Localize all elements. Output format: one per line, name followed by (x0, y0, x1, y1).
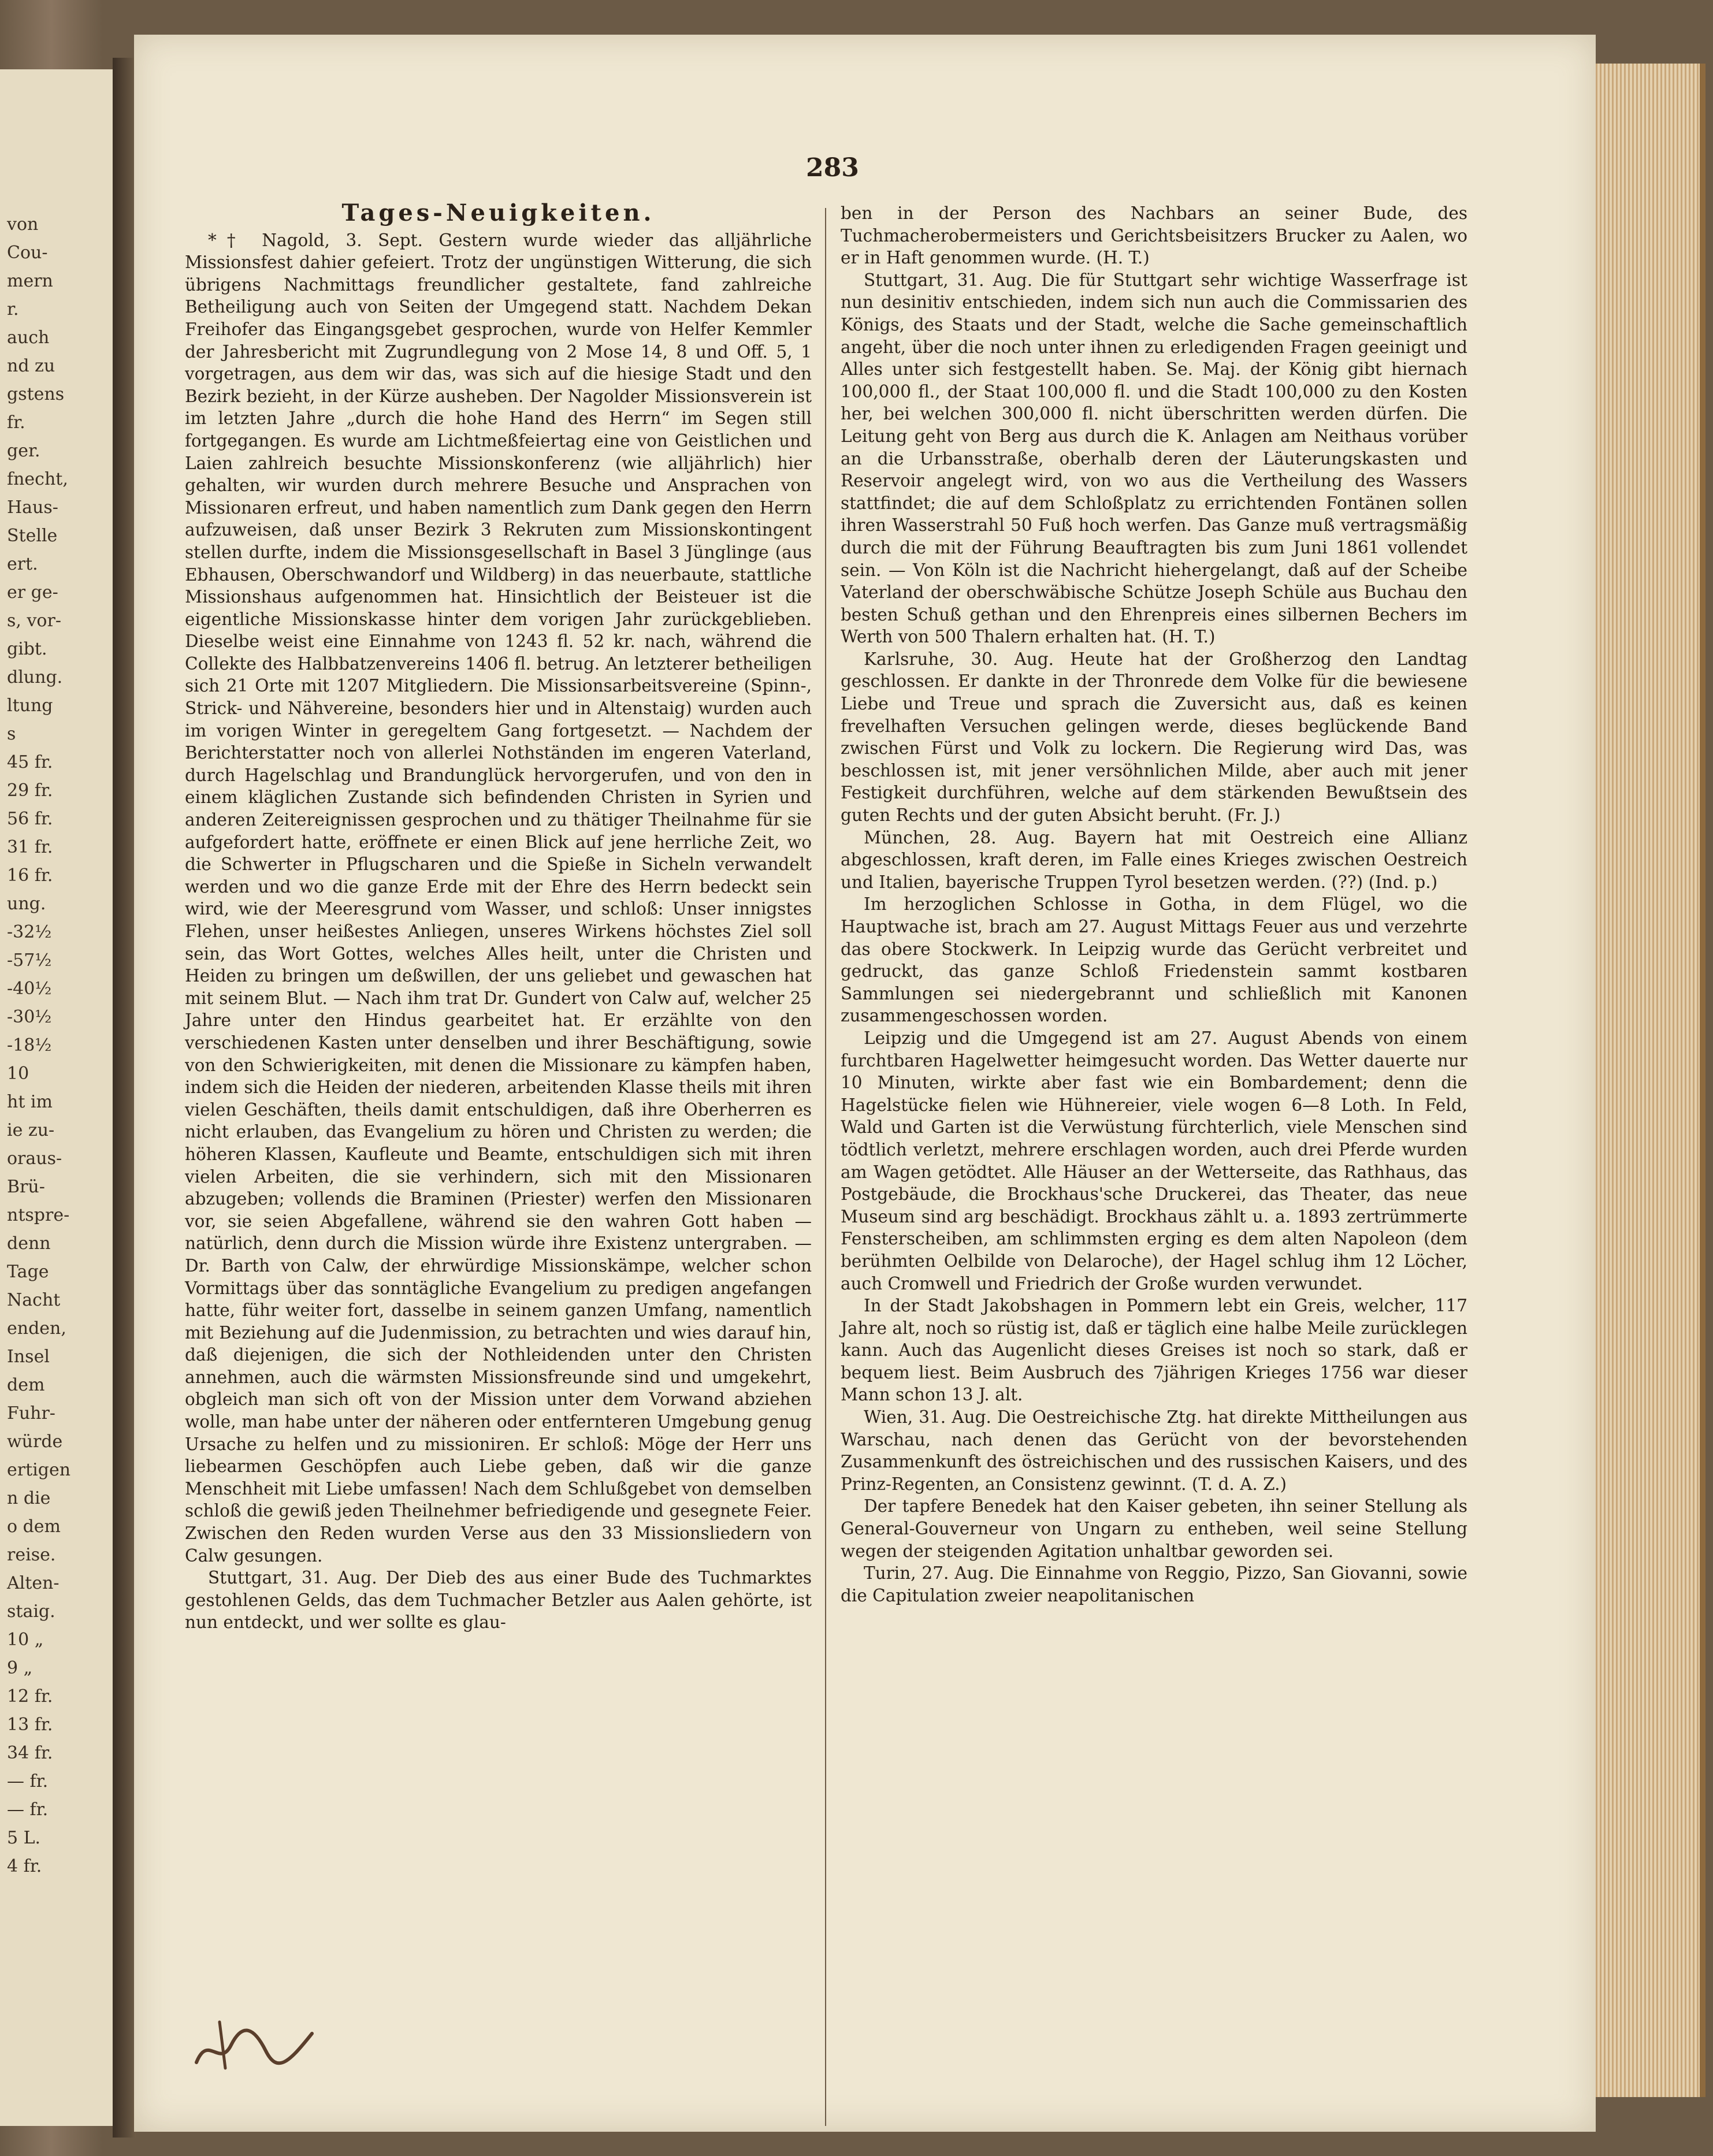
article-paragraph: Karlsruhe, 30. Aug. Heute hat der Großherzog den Landtag geschlossen. Er dankte in der Thronrede dem Volke für die bewiesene Liebe und Treue und sprach die Zuversicht aus, daß es keinen frevelhaften Versuchen gelingen werde, dieses beglückende Band zwischen Fürst und Volk zu lockern. Die Regierung wird Das, was beschlossen ist, mit jener versöhnlichen Milde, aber auch mit jener Festigkeit durchführen, welche auf dem stärkenden Bewußtsein des guten Rechts und der guten Absicht beruht. (Fr. J.) (841, 649, 1467, 826)
left-page-fragment: 9 „ (7, 1658, 33, 1678)
left-page-fragment: 31 fr. (7, 837, 53, 857)
left-page-fragment: gibt. (7, 639, 47, 659)
page-edges (1596, 64, 1705, 2097)
left-page-fragment: gstens (7, 384, 65, 404)
left-page-fragment: denn (7, 1233, 51, 1254)
left-page-fragment: -32½ (7, 922, 52, 942)
left-page-fragment: s (7, 724, 16, 744)
column-rule (825, 208, 826, 2126)
left-page-fragment: nd zu (7, 356, 55, 376)
left-page-fragment: ger. (7, 441, 40, 461)
left-page-fragment: 45 fr. (7, 752, 53, 772)
left-page-fragment: oraus- (7, 1148, 62, 1169)
article-paragraph: Stuttgart, 31. Aug. Der Dieb des aus einer Bude des Tuchmarktes gestohlenen Gelds, das dem Tuchmacher Betzler aus Aalen gehörte, ist nun entdeckt, und wer sollte es glau- (185, 1568, 812, 1633)
article-paragraph: Turin, 27. Aug. Die Einnahme von Reggio, Pizzo, San Giovanni, sowie die Capitulation zweier neapolitanischen (841, 1563, 1467, 1605)
left-page-edge (0, 69, 117, 2126)
left-page-fragment: 34 fr. (7, 1743, 53, 1763)
left-page-fragment: — fr. (7, 1771, 49, 1791)
section-heading: Tages-Neuigkeiten. (341, 199, 655, 226)
article-paragraph: Stuttgart, 31. Aug. Die für Stuttgart sehr wichtige Wasserfrage ist nun desinitiv entschieden, indem sich nun auch die Commissarien des Königs, des Staats und der Stadt, welche die Sache gemeinschaftlich angeht, über die noch unter ihnen zu erledigenden Fragen geeinigt und Alles unter sich festgestellt haben. Se. Maj. der König gibt hiernach 100,000 fl., der Staat 100,000 fl. und die Stadt 100,000 zu den Kosten her, bei welchen 300,000 fl. nicht überschritten werden dürfen. Die Leitung geht von Berg aus durch die K. Anlagen am Neithaus vorüber an die Urbansstraße, oberhalb deren der Läuterungskasten und Reservoir angelegt wird, von wo aus die Vertheilung des Wassers stattfindet; die auf dem Schloßplatz zu errichtenden Fontänen sollen ihren Wasserstrahl 50 Fuß hoch werfen. Das Ganze muß vertragsmäßig durch die mit der Führung Beauftragten bis zum Juni 1861 vollendet sein. — Von Köln ist die Nachricht hiehergelangt, daß auf der Scheibe Vaterland der oberschwäbische Schütze Joseph Schüle aus Buchau den besten Schuß gethan und den Ehrenpreis eines silbernen Bechers im Werth von 500 Thalern erhalten hat. (H. T.) (841, 270, 1467, 647)
left-page-fragment: würde (7, 1432, 63, 1452)
left-page-fragment: 16 fr. (7, 865, 53, 886)
column-right (841, 202, 1467, 1607)
left-page-fragment: ertigen (7, 1460, 71, 1480)
article-paragraph: *† Nagold, 3. Sept. Gestern wurde wieder das alljährliche Missionsfest dahier gefeiert. Trotz der ungünstigen Witterung, die sich übrigens Nachmittags freundlicher gestaltete, fand zahlreiche Betheiligung auch von Seiten der Umgegend statt. Nachdem Dekan Freihofer das Eingangsgebet gesprochen, wurde von Helfer Kemmler der Jahresbericht mit Zugrundlegung von 2 Mose 14, 8 und Off. 5, 1 vorgetragen, aus dem wir das, was sich auf die hiesige Stadt und den Bezirk bezieht, in der Kürze ausheben. Der Nagolder Missionsverein ist im letzten Jahre „durch die hohe Hand des Herrn“ im Segen still fortgegangen. Es wurde am Lichtmeßfeiertag eine von Geistlichen und Laien zahlreich besuchte Missionskonferenz (wie alljährlich) hier gehalten, wir wurden durch mehrere Besuche und Ansprachen von Missionaren erfreut, und haben namentlich zum Dank gegen den Herrn aufzuweisen, daß unser Bezirk 3 Rekruten zum Missionskontingent stellen durfte, indem die Missionsgesellschaft in Basel 3 Jünglinge (aus Ebhausen, Oberschwandorf und Wildberg) in das neuerbaute, stattliche Missionshaus aufgenommen hat. Hinsichtlich der Beisteuer ist die eigentliche Missionskasse hinter dem vorigen Jahr zurückgeblieben. Dieselbe weist eine Einnahme von 1243 fl. 52 kr. nach, während die Collekte des Halbbatzenvereins 1406 fl. betrug. An letzterer betheiligen sich 21 Orte mit 1207 Mitgliedern. Die Missionsarbeitsvereine (Spinn-, Strick- und Nähvereine, besonders hier und in Altenstaig) wurden auch im vorigen Winter in geregeltem Gang fortgesetzt. — Nachdem der Berichterstatter noch von allerlei Nothständen im engeren Vaterland, durch Hagelschlag und Brandunglück hervorgerufen, und von den in einem kläglichen Zustande sich befindenden Christen in Syrien und anderen Zeitereignissen gesprochen und zu thätiger Theilnahme für sie aufgefordert hatte, eröffnete er einen Blick auf jene herrliche Zeit, wo die Schwerter in Pflugscharen und die Spieße in Sicheln verwandelt werden und wo die ganze Erde mit der Ehre des Herrn bedeckt sein wird, wie der Meeresgrund vom Wasser, und schloß: Unser innigstes Flehen, unser heißestes Anliegen, unseres Wirkens höchstes Ziel soll sein, das Wort Gottes, welches Alles heilt, unter die Christen und Heiden zu bringen um deßwillen, der uns geliebet und gewaschen hat mit seinem Blut. — Nach ihm trat Dr. Gundert von Calw auf, welcher 25 Jahre unter den Hindus gearbeitet hat. Er erzählte von den verschiedenen Kasten unter denselben und ihrer Beschäftigung, sowie von den Schwierigkeiten, mit denen die Missionare zu kämpfen haben, indem sich die Heiden der niederen, arbeitenden Klasse theils mit ihren vielen Geschäften, theils damit entschuldigen, daß ihre Oberherren es nicht erlauben, das Evangelium zu hören und Christen zu werden; die höheren Klassen, Kaufleute und Beamte, entschuldigen sich mit ihren vielen Arbeiten, die sie verhindern, sich mit den Missionaren abzugeben; vollends die Braminen (Priester) werfen den Missionaren vor, sie seien Abgefallene, während sie den wahren Gott haben — natürlich, denn durch die Mission würde ihre Existenz untergraben. — Dr. Barth von Calw, der ehrwürdige Missionskämpe, welcher schon Vormittags über das sonntägliche Evangelium zu predigen angefangen hatte, führ weiter fort, dasselbe in seinem ganzen Umfang, namentlich mit Beziehung auf die Judenmission, zu betrachten und wies darauf hin, daß diejenigen, die sich der Nothleidenden unter den Christen annehmen, auch die wärmsten Missionsfreunde sind und umgekehrt, obgleich man sich oft von der Mission unter dem Vorwand abziehen wolle, man habe unter der näheren oder entfernteren Umgebung genug Ursache zu helfen und zu missioniren. Er schloß: Möge der Herr uns liebearmen Geschöpfen auch Liebe geben, daß wir die ganze Menschheit mit Liebe umfassen! Nach dem Schlußgebet von demselben schloß die gewiß jeden Theilnehmer befriedigende und gesegnete Feier. Zwischen den Reden wurden Verse aus den 33 Missionsliedern von Calw gesungen. (185, 230, 812, 1566)
left-page-fragment: 10 (7, 1064, 29, 1084)
left-page-fragment: -18½ (7, 1035, 52, 1055)
left-page-fragment: staig. (7, 1601, 55, 1622)
page-number: 283 (806, 153, 859, 183)
left-page-fragment: -30½ (7, 1007, 52, 1027)
left-page-fragment: ert. (7, 554, 38, 574)
handwritten-mark (185, 2010, 324, 2080)
article-paragraph: ben in der Person des Nachbars an seiner Bude, des Tuchmacherobermeisters und Gerichtsbeisitzers Brucker zu Aalen, wo er in Haft genommen wurde. (H. T.) (841, 203, 1467, 268)
left-page-fragment: ltung (7, 696, 53, 716)
book-gutter (113, 58, 136, 2138)
left-page-fragment: 13 fr. (7, 1715, 53, 1735)
left-page-fragment: Haus- (7, 497, 58, 518)
left-page-fragment: Fuhr- (7, 1403, 55, 1423)
left-page-fragment: ntspre- (7, 1205, 70, 1225)
left-page-fragment: fr. (7, 412, 25, 433)
left-page-fragment: ung. (7, 894, 46, 914)
column-left (185, 199, 812, 1634)
left-page-fragment: ie zu- (7, 1120, 55, 1140)
left-page-fragment: 4 fr. (7, 1856, 42, 1876)
left-page-fragment: enden, (7, 1318, 66, 1339)
left-page-fragment: 29 fr. (7, 780, 53, 801)
left-page-fragment: fnecht, (7, 469, 68, 489)
left-page-fragment: von (7, 214, 39, 235)
article-paragraph: München, 28. Aug. Bayern hat mit Oestreich eine Allianz abgeschlossen, kraft deren, im Falle eines Krieges zwischen Oestreich und Italien, bayerische Truppen Tyrol besetzen werden. (??) (Ind. p.) (841, 827, 1467, 892)
left-page-fragment: er ge- (7, 582, 58, 603)
left-page-fragment: -40½ (7, 979, 52, 999)
left-page-fragment: 5 L. (7, 1828, 41, 1848)
left-page-fragment: dem (7, 1375, 45, 1395)
left-page-fragment: — fr. (7, 1800, 49, 1820)
left-page-fragment: ht im (7, 1092, 53, 1112)
left-page-fragment: Insel (7, 1347, 50, 1367)
left-page-fragment: 56 fr. (7, 809, 53, 829)
left-page-fragment: o dem (7, 1516, 61, 1537)
article-paragraph: Im herzoglichen Schlosse in Gotha, in dem Flügel, wo die Hauptwache ist, brach am 27. August Mittags Feuer aus und verzehrte das obere Stockwerk. In Leipzig wurde das Gerücht verbreitet und gedruckt, das ganze Schloß Friedenstein sammt kostbaren Sammlungen sei niedergebrannt und schließlich mit Kanonen zusammengeschossen worden. (841, 894, 1467, 1026)
left-page-fragment: 12 fr. (7, 1686, 53, 1707)
left-page-fragment: Tage (7, 1262, 49, 1282)
left-page-fragment: dlung. (7, 667, 63, 687)
article-paragraph: Leipzig und die Umgegend ist am 27. August Abends von einem furchtbaren Hagelwetter heimgesucht worden. Das Wetter dauerte nur 10 Minuten, wirkte aber fast wie ein Bombardement; denn die Hagelstücke fielen wie Hühnereier, viele wogen 6—8 Loth. In Feld, Wald und Garten ist die Verwüstung fürchterlich, viele Menschen sind tödtlich verletzt, mehrere erschlagen worden, auch drei Pferde wurden am Wagen getödtet. Alle Häuser an der Wetterseite, das Rathhaus, das Postgebäude, die Brockhaus'sche Druckerei, das Theater, das neue Museum sind arg beschädigt. Brockhaus zählt u. a. 1893 zertrümmerte Fensterscheiben, am schlimmsten erging es dem alten Napoleon (dem berühmten Oelbilde von Delaroche), der Hagel schlug ihm 12 Löcher, auch Cromwell und Friedrich der Große wurden verwundet. (841, 1028, 1467, 1293)
left-page-fragment: n die (7, 1488, 51, 1508)
left-page-fragment: Cou- (7, 243, 48, 263)
left-page-fragment: mern (7, 271, 53, 291)
article-paragraph: Wien, 31. Aug. Die Oestreichische Ztg. hat direkte Mittheilungen aus Warschau, nach denen das Gerücht von der bevorstehenden Zusammenkunft des östreichischen und des russischen Kaisers, und des Prinz-Regenten, an Consistenz gewinnt. (T. d. A. Z.) (841, 1407, 1467, 1494)
article-paragraph: Der tapfere Benedek hat den Kaiser gebeten, ihn seiner Stellung als General-Gouverneur von Ungarn zu entheben, weil seine Stellung wegen der steigenden Agitation unhaltbar geworden sei. (841, 1496, 1467, 1561)
left-page-fragment: r. (7, 299, 19, 319)
left-page-fragment: Brü- (7, 1177, 45, 1197)
left-page-fragment: 10 „ (7, 1630, 44, 1650)
left-page-fragment: -57½ (7, 950, 52, 971)
article-paragraph: In der Stadt Jakobshagen in Pommern lebt ein Greis, welcher, 117 Jahre alt, noch so rüstig ist, daß er täglich eine halbe Meile zurücklegen kann. Auch das Augenlicht dieses Greises ist noch so stark, daß er bequem liest. Beim Ausbruch des 7jährigen Krieges 1756 war dieser Mann schon 13 J. alt. (841, 1296, 1467, 1405)
left-page-fragment: s, vor- (7, 611, 61, 631)
left-page-fragment: Stelle (7, 526, 58, 546)
left-page-fragment: Alten- (7, 1573, 60, 1593)
left-page-fragment: auch (7, 328, 50, 348)
left-page-fragment: Nacht (7, 1290, 61, 1310)
left-page-fragment: reise. (7, 1545, 56, 1565)
